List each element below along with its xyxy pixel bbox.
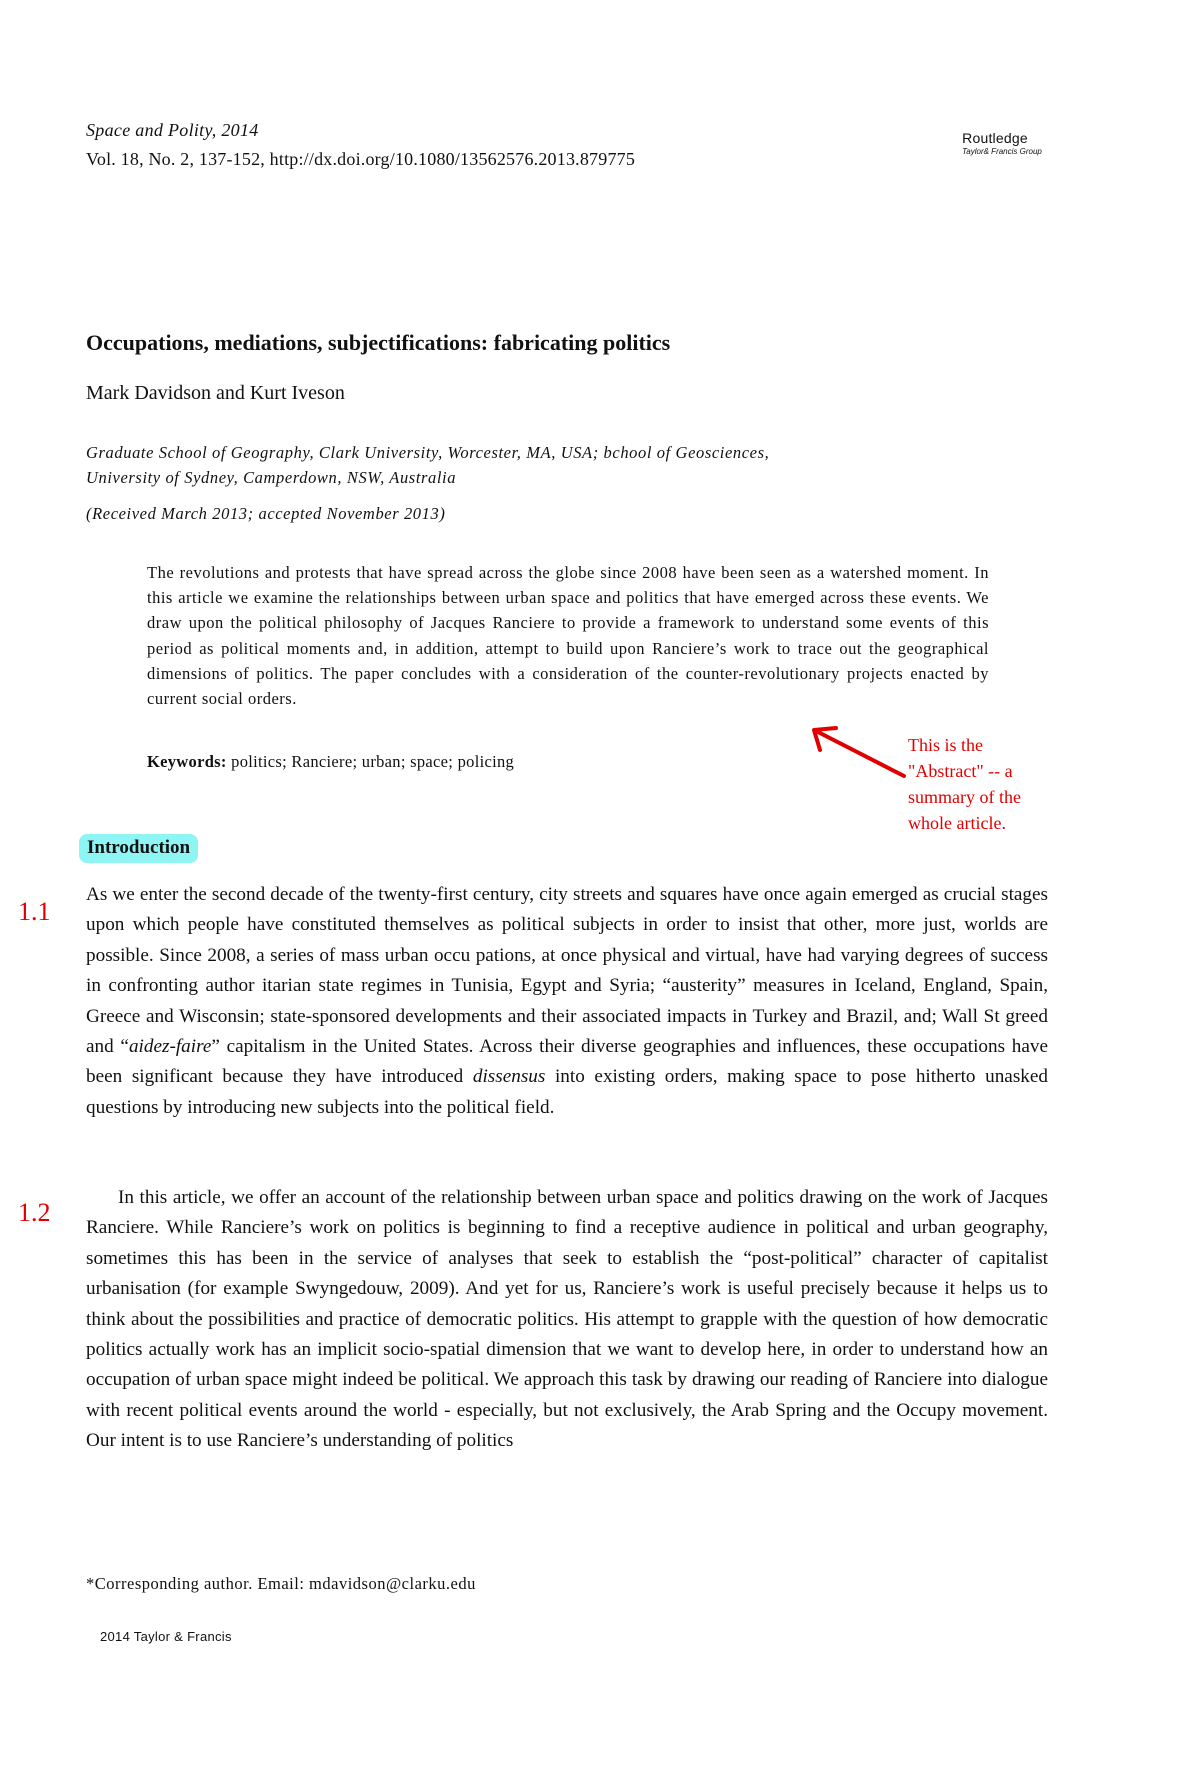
p1-text-part-2: ” capitalism in the United States. Across their diverse geographies and influences, these occupations have been significant because they have introduced — [86, 1036, 1048, 1088]
annotation-line-4: whole article. — [908, 813, 1006, 833]
volume-doi-line: Vol. 18, No. 2, 137-152, http://dx.doi.org/10.1080/13562576.2013.879775 — [86, 149, 636, 169]
body-paragraph-2: In this article, we offer an account of the relationship between urban space and politics drawing on the work of Jacques Ranciere. While Ranciere’s work on politics is beginning to find a receptive audience in political and urban geography, sometimes this has been in the service of analyses that seek to establish the “post-political” character of capitalist urbanisation (for example Swyngedouw, 2009). And yet for us, Ranciere’s work is useful precisely because it helps us to think about the possibilities and practice of democratic politics. His attempt to grapple with the question of how democratic politics actually work has an implicit socio-spatial dimension that we want to develop here, in order to understand how an occupation of urban space might indeed be political. We approach this task by drawing our reading of Ranciere into dialogue with recent political events around the world - especially, but not exclusively, the Arab Spring and the Occupy movement. Our intent is to use Ranciere’s understanding of politics — [86, 1187, 1048, 1452]
p1-text-part-1: As we enter the second decade of the twenty-first century, city streets and squares have once again emerged as crucial stages upon which people have constituted themselves as political subjects in order to insist that other, more just, worlds are possible. Since 2008, a series of mass urban occu pations, at once physical and virtual, have had varying degrees of success in confronting author itarian state regimes in Tunisia, Egypt and Syria; “austerity” measures in Iceland, England, Spain, Greece and Wisconsin; state-sponsored developments and their associated impacts in Turkey and Brazil, and; Wall St greed and “ — [86, 884, 1048, 1058]
affiliation-line-2: University of Sydney, Camperdown, NSW, Australia — [86, 468, 457, 487]
publisher-logo — [925, 131, 1065, 156]
abstract-annotation — [908, 732, 1058, 836]
journal-name: Space and Polity, 2014 — [86, 120, 259, 140]
article-authors: Mark Davidson and Kurt Iveson — [86, 382, 345, 404]
affiliation-line-1: Graduate School of Geography, Clark University, Worcester, MA, USA; bchool of Geosciences, — [86, 443, 770, 462]
publisher-group: Taylor& Francis Group — [962, 147, 1042, 156]
keywords-label: Keywords: — [147, 752, 227, 771]
paragraph-number-1: 1.1 — [18, 897, 51, 926]
publisher-name: Routledge — [962, 130, 1028, 146]
corresponding-author-footnote: *Corresponding author. Email: mdavidson@clarku.edu — [86, 1574, 476, 1593]
body-paragraph-1 — [86, 880, 1048, 1123]
annotation-line-1: This is the — [908, 735, 983, 755]
copyright-line: 2014 Taylor & Francis — [100, 1629, 232, 1644]
keywords-list: politics; Ranciere; urban; space; policing — [231, 752, 515, 771]
article-title: Occupations, mediations, subjectifications: fabricating politics — [86, 330, 671, 355]
section-heading-introduction: Introduction — [79, 834, 198, 863]
p1-italic-term-1: aidez-faire — [128, 1036, 212, 1058]
p1-italic-term-2: dissensus — [472, 1066, 546, 1088]
annotation-line-3: summary of the — [908, 787, 1021, 807]
p1-text-part-3: into existing orders, making space to pose hitherto unasked questions by introducing new subjects into the political field. — [86, 1066, 1048, 1118]
keywords — [147, 752, 514, 772]
annotation-line-2: "Abstract" -- a — [908, 761, 1013, 781]
received-dates: (Received March 2013; accepted November 2013) — [86, 504, 446, 523]
abstract-text: The revolutions and protests that have spread across the globe since 2008 have been seen as a watershed moment. In this article we examine the relationships between urban space and politics that have emerged across these events. We draw upon the political philosophy of Jacques Ranciere to provide a framework to understand some events of this period as political moments and, in addition, attempt to build upon Ranciere’s work to trace out the geographical dimensions of politics. The paper concludes with a consideration of the counter-revolutionary projects enacted by current social orders. — [147, 563, 989, 709]
paragraph-number-2: 1.2 — [18, 1198, 51, 1227]
author-affiliation — [86, 440, 966, 490]
annotation-arrow-icon — [800, 720, 912, 780]
